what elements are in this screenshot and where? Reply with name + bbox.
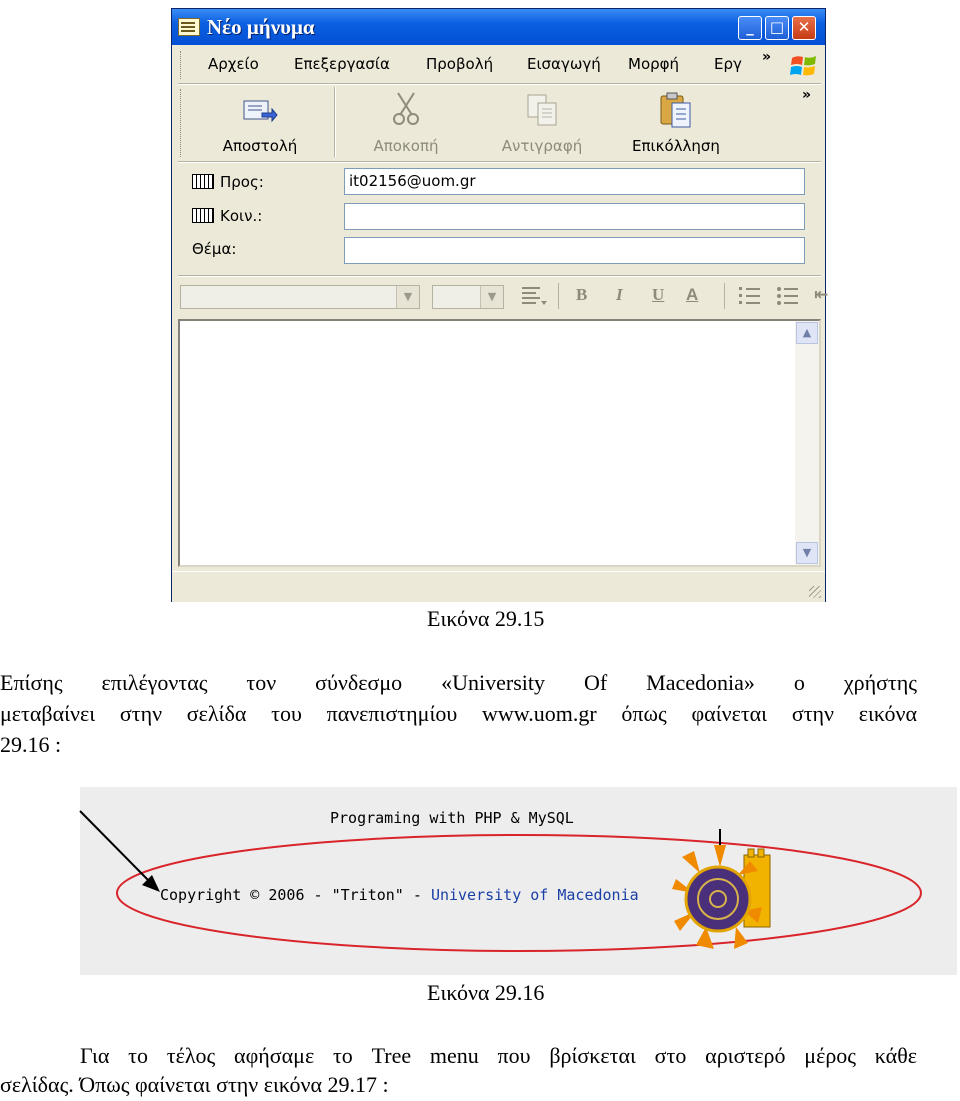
font-color-button[interactable]: A (686, 285, 699, 304)
toolbar-overflow-chevron[interactable]: » (802, 87, 809, 103)
paragraph-line: Για το τέλος αφήσαμε το Tree menu που βρίσκεται στο αριστερό μέρος κάθε (80, 1043, 917, 1068)
format-separator (558, 283, 559, 309)
university-link[interactable]: University of Macedonia (430, 886, 639, 904)
address-book-icon (192, 174, 214, 189)
cc-button[interactable] (192, 207, 262, 225)
paragraph-style-icon[interactable] (520, 285, 548, 307)
close-button[interactable] (792, 16, 816, 40)
pointer-arrow-line (80, 811, 150, 882)
university-logo-icon (654, 827, 784, 967)
cc-label: Κοιν.: (220, 207, 263, 225)
paste-label: Επικόλληση (632, 137, 720, 155)
windows-logo-icon (790, 53, 818, 79)
numbered-list-icon[interactable] (738, 285, 762, 307)
format-separator (724, 283, 725, 309)
paste-icon (658, 91, 694, 129)
paragraph-line: Επίσης επιλέγοντας τον σύνδεσμο «University Of Macedonia» ο χρήστης (0, 670, 917, 695)
cc-field[interactable] (344, 203, 805, 230)
maximize-button[interactable] (765, 16, 789, 40)
vertical-scrollbar[interactable] (795, 321, 819, 565)
annotation-overlay (80, 787, 957, 975)
bold-button[interactable]: B (576, 285, 588, 304)
to-button[interactable] (192, 173, 264, 191)
italic-button[interactable]: I (616, 285, 623, 304)
indent-icon[interactable]: ⇤ (814, 285, 829, 305)
menu-overflow-chevron[interactable]: » (762, 49, 769, 65)
minimize-icon: _ (746, 18, 754, 36)
send-icon (242, 95, 278, 125)
paragraph-line: σελίδας. Όπως φαίνεται στην εικόνα 29.17 : (0, 1072, 389, 1097)
send-label: Αποστολή (222, 137, 298, 155)
paragraph-line: 29.16 : (0, 732, 62, 757)
figure-caption-29-15: Εικόνα 29.15 (427, 606, 545, 631)
menu-edit[interactable]: Επεξεργασία (294, 55, 390, 73)
message-body[interactable] (178, 319, 821, 567)
window-title: Νέο μήνυμα (207, 15, 315, 39)
toolbar-separator-bottom (178, 161, 821, 163)
toolbar-grip[interactable] (180, 89, 184, 157)
to-label: Προς: (220, 173, 264, 191)
menubar-separator (178, 83, 821, 85)
site-title: Programing with PHP & MySQL (330, 809, 574, 827)
figure-caption-29-16: Εικόνα 29.16 (427, 980, 545, 1005)
new-message-window (171, 8, 829, 602)
scroll-up-button[interactable] (796, 322, 818, 344)
scroll-down-button[interactable] (796, 542, 818, 564)
highlight-ellipse (117, 835, 921, 951)
close-icon: ✕ (797, 18, 811, 36)
to-field[interactable]: it02156@uom.gr (344, 168, 805, 195)
toolbar-separator (334, 87, 336, 157)
status-bar (172, 571, 825, 602)
cut-button[interactable] (346, 89, 466, 161)
subject-label: Θέμα: (192, 240, 237, 258)
copy-icon (524, 93, 560, 127)
message-icon (178, 18, 200, 36)
title-bar[interactable] (172, 9, 825, 45)
cut-label: Αποκοπή (373, 137, 439, 155)
scissors-icon (390, 91, 422, 127)
chevron-down-icon: ▼ (396, 286, 419, 308)
subject-field[interactable] (344, 237, 805, 264)
resize-grip-icon[interactable] (809, 586, 821, 598)
underline-button[interactable]: U (652, 285, 665, 304)
send-button[interactable] (200, 89, 320, 161)
menu-file[interactable]: Αρχείο (208, 55, 259, 73)
paste-button[interactable] (616, 89, 736, 161)
address-book-icon (192, 208, 214, 223)
chevron-up-icon: ▲ (802, 326, 812, 339)
menu-insert[interactable]: Εισαγωγή (527, 55, 601, 73)
menu-view[interactable]: Προβολή (426, 55, 494, 73)
copy-button[interactable] (482, 89, 602, 161)
menubar-grip[interactable] (180, 51, 184, 79)
copyright-text: Copyright © 2006 - "Triton" - (160, 886, 431, 904)
copy-label: Αντιγραφή (501, 137, 583, 155)
bullet-list-icon[interactable] (776, 285, 800, 307)
font-family-select[interactable] (180, 285, 420, 309)
menu-tools[interactable]: Εργ (714, 55, 742, 73)
maximize-icon: □ (769, 18, 785, 36)
chevron-down-icon: ▼ (480, 286, 503, 308)
chevron-down-icon: ▼ (802, 546, 812, 559)
minimize-button[interactable] (738, 16, 762, 40)
font-size-select[interactable] (432, 285, 504, 309)
fields-separator (178, 275, 821, 277)
paragraph-line: μεταβαίνει στην σελίδα του πανεπιστημίου www.uom.gr όπως φαίνεται στην εικόνα (0, 701, 917, 726)
menu-format[interactable]: Μορφή (628, 55, 680, 73)
website-footer-screenshot (80, 787, 957, 975)
